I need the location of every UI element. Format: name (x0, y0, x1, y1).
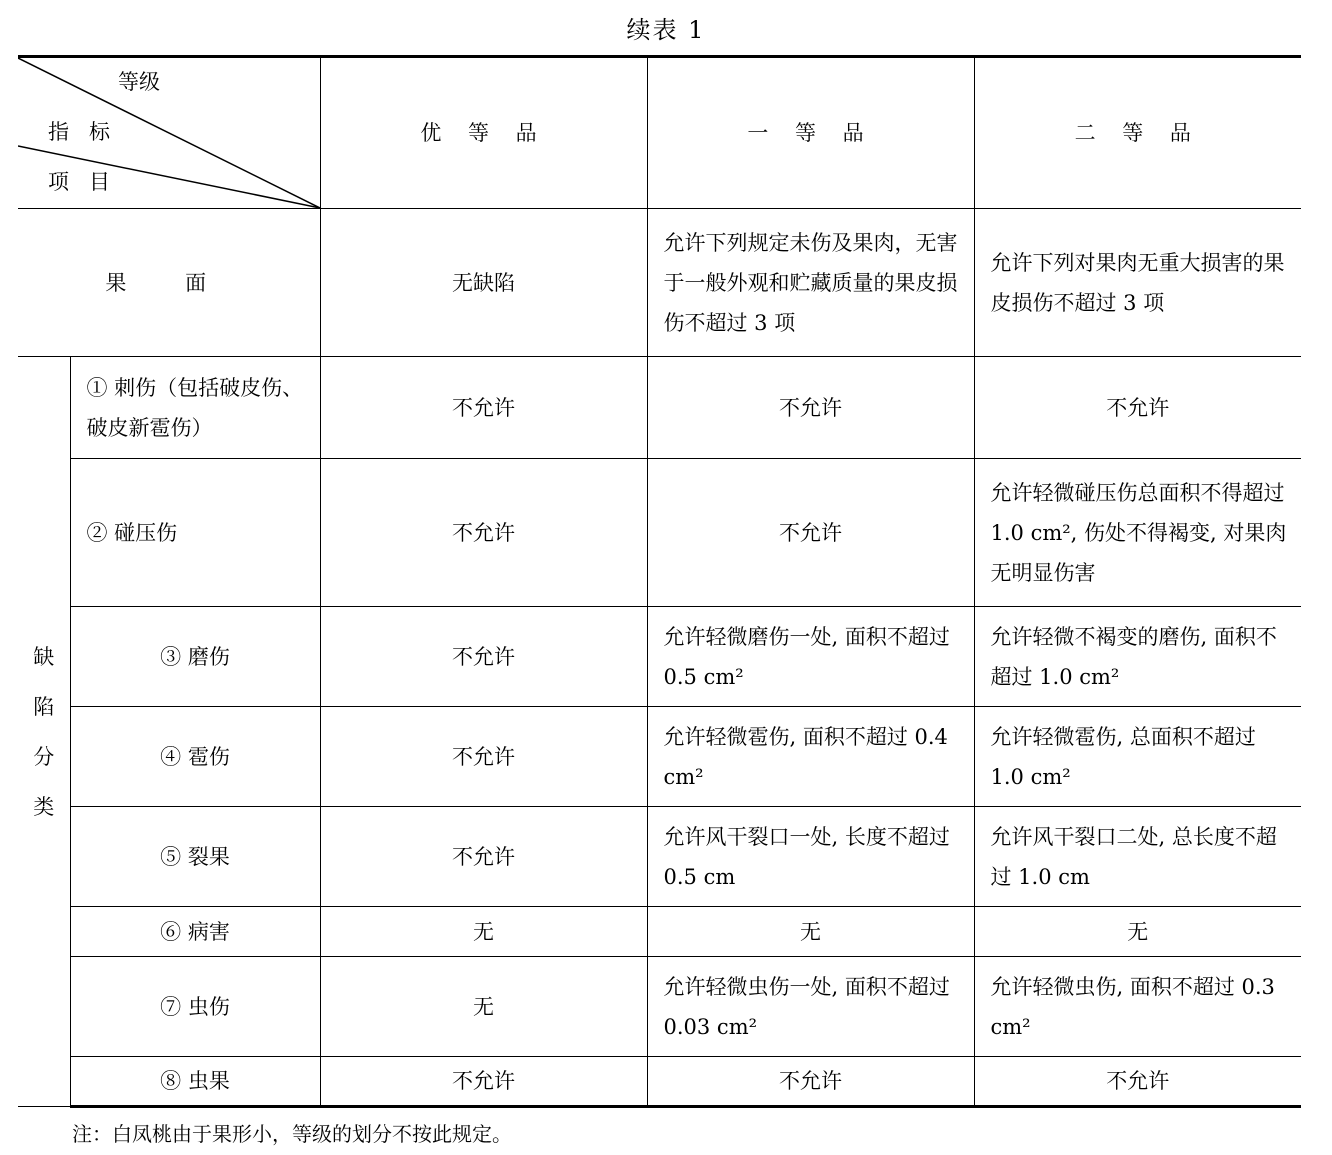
defect-row (18, 907, 1301, 957)
defect-first: 不允许 (647, 357, 974, 459)
surface-premium: 无缺陷 (320, 209, 647, 357)
defect-second: 允许轻微碰压伤总面积不得超过 1.0 cm², 伤处不得褐变, 对果肉无明显伤害 (974, 459, 1301, 607)
col-header-premium: 优 等 品 (320, 57, 647, 209)
defect-first: 允许轻微雹伤, 面积不超过 0.4 cm² (647, 707, 974, 807)
defect-premium: 无 (320, 957, 647, 1057)
defect-first: 允许轻微磨伤一处, 面积不超过 0.5 cm² (647, 607, 974, 707)
diag-grade-label: 等级 (118, 70, 160, 94)
surface-second: 允许下列对果肉无重大损害的果皮损伤不超过 3 项 (974, 209, 1301, 357)
defect-group-label: 缺 陷 分 类 (18, 357, 70, 1107)
defect-first: 允许轻微虫伤一处, 面积不超过 0.03 cm² (647, 957, 974, 1057)
col-header-second: 二 等 品 (974, 57, 1301, 209)
col-header-first: 一 等 品 (647, 57, 974, 209)
defect-label: ① 刺伤（包括破皮伤、破皮新雹伤） (70, 357, 320, 459)
defect-label: ⑤ 裂果 (70, 807, 320, 907)
defect-first: 允许风干裂口一处, 长度不超过 0.5 cm (647, 807, 974, 907)
grade-table (18, 55, 1301, 1108)
diagonal-header-cell (18, 57, 320, 209)
header-row (18, 57, 1301, 209)
defect-premium: 不允许 (320, 707, 647, 807)
defect-row (18, 607, 1301, 707)
defect-premium: 不允许 (320, 357, 647, 459)
defect-premium: 不允许 (320, 607, 647, 707)
table-caption: 续表 1 (626, 16, 706, 44)
defect-label: ⑧ 虫果 (70, 1057, 320, 1107)
defect-row (18, 957, 1301, 1057)
defect-second: 不允许 (974, 357, 1301, 459)
defect-second: 不允许 (974, 1057, 1301, 1107)
defect-premium: 无 (320, 907, 647, 957)
defect-row (18, 1057, 1301, 1107)
defect-second: 允许轻微雹伤, 总面积不超过 1.0 cm² (974, 707, 1301, 807)
surface-label: 果 面 (18, 209, 320, 357)
defect-first: 不允许 (647, 1057, 974, 1107)
defect-premium: 不允许 (320, 1057, 647, 1107)
defect-second: 允许风干裂口二处, 总长度不超过 1.0 cm (974, 807, 1301, 907)
defect-premium: 不允许 (320, 807, 647, 907)
defect-label: ④ 雹伤 (70, 707, 320, 807)
defect-label: ③ 磨伤 (70, 607, 320, 707)
defect-first: 不允许 (647, 459, 974, 607)
defect-row (18, 357, 1301, 459)
defect-row (18, 807, 1301, 907)
surface-row (18, 209, 1301, 357)
defect-row (18, 707, 1301, 807)
defect-label: ⑦ 虫伤 (70, 957, 320, 1057)
surface-first: 允许下列规定未伤及果肉，无害于一般外观和贮藏质量的果皮损伤不超过 3 项 (647, 209, 974, 357)
defect-first: 无 (647, 907, 974, 957)
defect-second: 允许轻微不褐变的磨伤, 面积不超过 1.0 cm² (974, 607, 1301, 707)
defect-second: 无 (974, 907, 1301, 957)
defect-label: ⑥ 病害 (70, 907, 320, 957)
defect-label: ② 碰压伤 (70, 459, 320, 607)
defect-premium: 不允许 (320, 459, 647, 607)
table-note: 注：白凤桃由于果形小，等级的划分不按此规定。 (72, 1122, 512, 1146)
defect-row (18, 459, 1301, 607)
defect-second: 允许轻微虫伤, 面积不超过 0.3 cm² (974, 957, 1301, 1057)
diag-indicator-label: 指标 (48, 120, 130, 144)
diag-item-label: 项目 (48, 170, 130, 194)
